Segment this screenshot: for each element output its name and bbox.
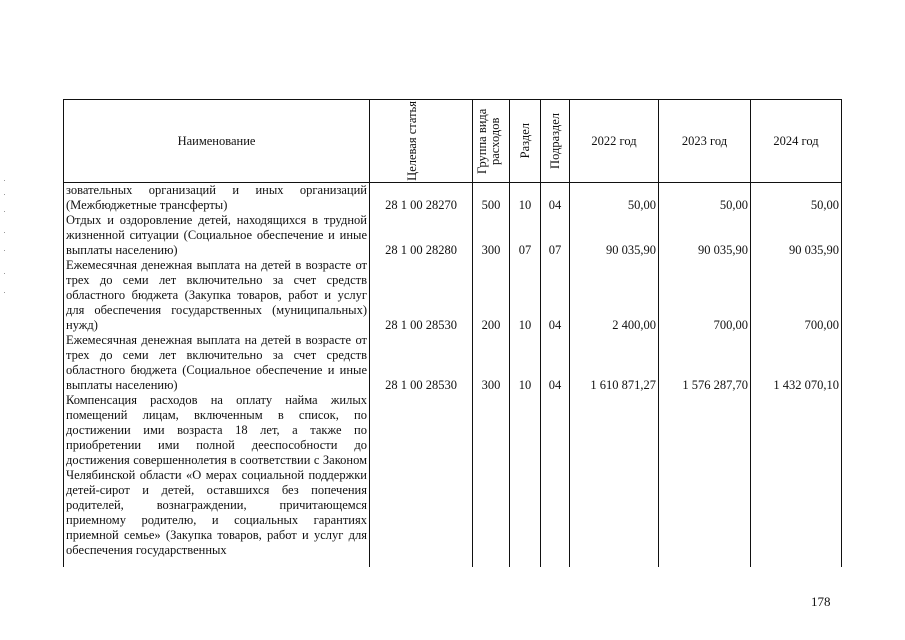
table-row	[64, 393, 842, 567]
row-target-article	[370, 393, 473, 567]
row-name: Компенсация расходов на оплату найма жилых помещений лицам, включенным в список, по достижении ими возраста 18 лет, а также по приобретении ими полной дееспособности до достижения совершеннолетия в соответствии с Законом Челябинской области «О мерах социальной поддержки детей-сирот и детей, оставшихся без попечения родителей, вознаграждении, причитающемся приемному родителю, и социальных гарантиях приемной семье» (Закупка товаров, работ и услуг для обеспечения государственных	[64, 393, 370, 567]
row-expense-group: 300	[473, 213, 510, 258]
row-expense-group	[473, 393, 510, 567]
page-number: 178	[811, 594, 831, 609]
header-2024: 2024 год	[751, 100, 842, 183]
row-name: Отдых и оздоровление детей, находящихся в трудной жизненной ситуации (Социальное обеспечение и иные выплаты населению)	[64, 213, 370, 258]
table-row	[64, 258, 842, 333]
row-amount-2024: 90 035,90	[751, 213, 842, 258]
row-subsection	[541, 393, 570, 567]
row-target-article: 28 1 00 28530	[370, 258, 473, 333]
row-amount-2023	[659, 393, 751, 567]
table-header-row	[64, 100, 842, 183]
row-amount-2022: 50,00	[570, 183, 659, 214]
header-expense-group: Группа вида расходов	[473, 100, 510, 183]
header-section: Раздел	[510, 100, 541, 183]
row-amount-2024: 50,00	[751, 183, 842, 214]
row-section	[510, 393, 541, 567]
row-amount-2024: 1 432 070,10	[751, 333, 842, 393]
row-expense-group: 200	[473, 258, 510, 333]
row-amount-2022: 2 400,00	[570, 258, 659, 333]
scan-edge-marks	[4, 180, 6, 300]
header-target-article: Целевая статья	[370, 100, 473, 183]
row-target-article: 28 1 00 28530	[370, 333, 473, 393]
row-amount-2023: 90 035,90	[659, 213, 751, 258]
row-target-article: 28 1 00 28270	[370, 183, 473, 214]
row-subsection: 04	[541, 258, 570, 333]
row-name: Ежемесячная денежная выплата на детей в возрасте от трех до семи лет включительно за счет средств областного бюджета (Закупка товаров, работ и услуг для обеспечения государственных (муниципальных) нужд)	[64, 258, 370, 333]
header-name: Наименование	[64, 100, 370, 183]
table-row	[64, 333, 842, 393]
row-section: 10	[510, 183, 541, 214]
row-subsection: 04	[541, 333, 570, 393]
budget-table	[63, 99, 842, 567]
table-row	[64, 183, 842, 214]
row-amount-2023: 1 576 287,70	[659, 333, 751, 393]
row-subsection: 07	[541, 213, 570, 258]
row-section: 10	[510, 333, 541, 393]
row-expense-group: 300	[473, 333, 510, 393]
row-amount-2022: 1 610 871,27	[570, 333, 659, 393]
row-amount-2022	[570, 393, 659, 567]
row-expense-group: 500	[473, 183, 510, 214]
row-section: 10	[510, 258, 541, 333]
header-subsection: Подраздел	[541, 100, 570, 183]
row-subsection: 04	[541, 183, 570, 214]
header-2023: 2023 год	[659, 100, 751, 183]
row-target-article: 28 1 00 28280	[370, 213, 473, 258]
row-amount-2024: 700,00	[751, 258, 842, 333]
row-amount-2022: 90 035,90	[570, 213, 659, 258]
table-row	[64, 213, 842, 258]
row-amount-2023: 50,00	[659, 183, 751, 214]
header-2022: 2022 год	[570, 100, 659, 183]
row-name: зовательных организаций и иных организаций (Межбюджетные трансферты)	[64, 183, 370, 214]
row-amount-2023: 700,00	[659, 258, 751, 333]
row-section: 07	[510, 213, 541, 258]
row-name: Ежемесячная денежная выплата на детей в возрасте от трех до семи лет включительно за счет средств областного бюджета (Социальное обеспечение и иные выплаты населению)	[64, 333, 370, 393]
row-amount-2024	[751, 393, 842, 567]
